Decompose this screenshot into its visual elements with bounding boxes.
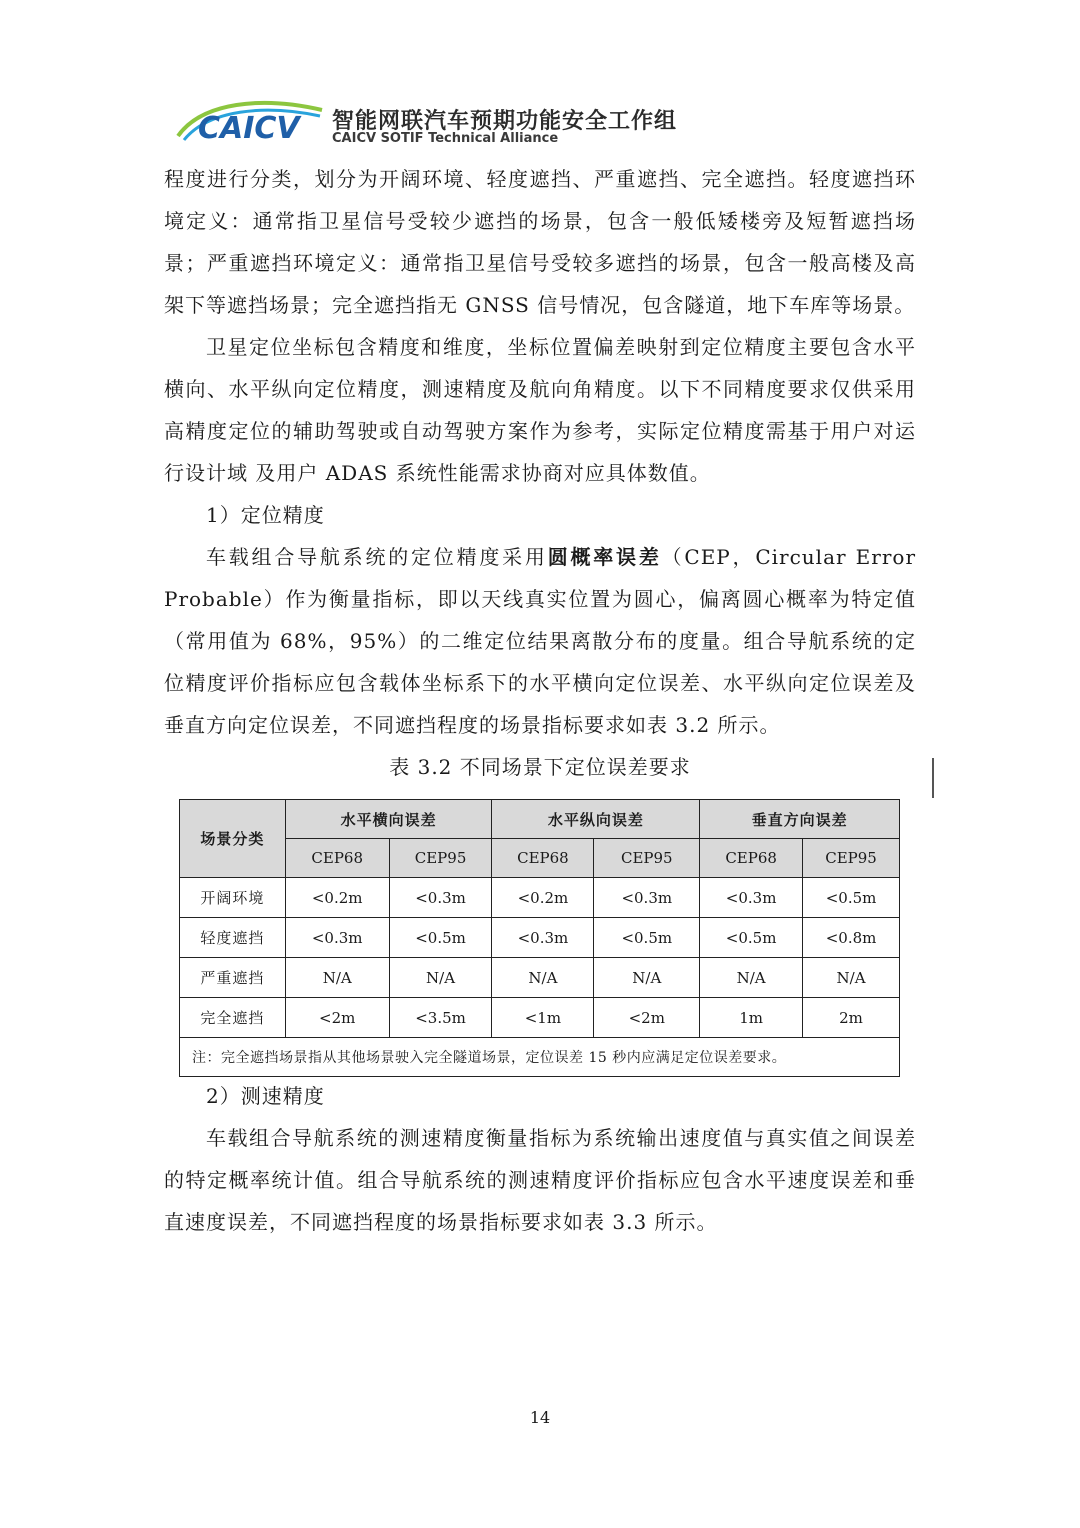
document-body-continued <box>164 1075 916 1243</box>
subheader-cep95: CEP95 <box>389 839 492 878</box>
paragraph-coordinate-accuracy: 卫星定位坐标包含精度和维度，坐标位置偏差映射到定位精度主要包含水平横向、水平纵向定位精度，测速精度及航向角精度。以下不同精度要求仅供采用高精度定位的辅助驾驶或自动驾驶方案作为参考，实际定位精度需基于用户对运行设计域 及用户 ADAS 系统性能需求协商对应具体数值。 <box>164 335 916 485</box>
row-label: 严重遮挡 <box>180 958 286 998</box>
group-header-horizontal-longitudinal: 水平纵向误差 <box>492 800 700 839</box>
table-cell: <0.3m <box>594 878 700 918</box>
table-cell: N/A <box>492 958 594 998</box>
subheader-cep95: CEP95 <box>594 839 700 878</box>
table-cell: <1m <box>492 998 594 1038</box>
group-header-horizontal-lateral: 水平横向误差 <box>285 800 492 839</box>
table-row <box>180 918 900 958</box>
heading-positioning-accuracy: 1）定位精度 <box>206 503 325 527</box>
row-label: 开阔环境 <box>180 878 286 918</box>
scene-header: 场景分类 <box>180 800 286 878</box>
table-cell: 1m <box>700 998 803 1038</box>
subheader-cep95: CEP95 <box>803 839 900 878</box>
cep-term: 圆概率误差 <box>547 545 662 569</box>
table-cell: <0.3m <box>492 918 594 958</box>
table-cell: N/A <box>285 958 389 998</box>
table-caption: 表 3.2 不同场景下定位误差要求 <box>389 755 691 779</box>
heading-velocity-accuracy: 2）测速精度 <box>206 1084 325 1108</box>
table-cell: <0.3m <box>285 918 389 958</box>
table-cell: N/A <box>594 958 700 998</box>
cep-description: （CEP，Circular Error Probable）作为衡量指标，即以天线真实位置为圆心，偏离圆心概率为特定值（常用值为 68%，95%）的二维定位结果离散分布的度量。组合导航系统的定位精度评价指标应包含载体坐标系下的水平横向定位误差、水平纵向定位误差及垂直方向定位误差，不同遮挡程度的场景指标要求如表 3.2 所示。 <box>164 545 917 737</box>
row-label: 轻度遮挡 <box>180 918 286 958</box>
org-name-cn: 智能网联汽车预期功能安全工作组 <box>332 109 678 134</box>
cep-intro: 车载组合导航系统的定位精度采用 <box>206 545 548 569</box>
table-row <box>180 998 900 1038</box>
table-note: 注：完全遮挡场景指从其他场景驶入完全隧道场景，定位误差 15 秒内应满足定位误差要求。 <box>180 1038 900 1077</box>
table-cell: <0.2m <box>492 878 594 918</box>
table-cell: <0.3m <box>389 878 492 918</box>
row-label: 完全遮挡 <box>180 998 286 1038</box>
table-row <box>180 878 900 918</box>
table-cell: <0.5m <box>389 918 492 958</box>
table-row <box>180 958 900 998</box>
logo-text: CAICV <box>198 111 300 144</box>
table-cell: <3.5m <box>389 998 492 1038</box>
page-number: 14 <box>529 1408 551 1427</box>
table-cell: N/A <box>389 958 492 998</box>
text-cursor <box>932 758 934 798</box>
paragraph-cep <box>164 536 916 746</box>
table-cell: <0.5m <box>803 878 900 918</box>
paragraph-occlusion-classes: 程度进行分类，划分为开阔环境、轻度遮挡、严重遮挡、完全遮挡。轻度遮挡环境定义：通常指卫星信号受较少遮挡的场景，包含一般低矮楼旁及短暂遮挡场景；严重遮挡环境定义：通常指卫星信号受较多遮挡的场景，包含一般高楼及高架下等遮挡场景；完全遮挡指无 GNSS 信号情况，包含隧道，地下车库等场景。 <box>164 167 916 317</box>
table-cell: <0.5m <box>700 918 803 958</box>
table-cell: <0.2m <box>285 878 389 918</box>
caicv-logo <box>172 96 324 144</box>
org-name-en: CAICV SOTIF Technical Alliance <box>332 131 559 146</box>
group-header-vertical: 垂直方向误差 <box>700 800 900 839</box>
paragraph-velocity: 车载组合导航系统的测速精度衡量指标为系统输出速度值与真实值之间误差的特定概率统计值。组合导航系统的测速精度评价指标应包含水平速度误差和垂直速度误差，不同遮挡程度的场景指标要求如表 3.3 所示。 <box>164 1126 916 1234</box>
document-body <box>164 158 916 788</box>
table-cell: N/A <box>803 958 900 998</box>
table-cell: <2m <box>594 998 700 1038</box>
subheader-cep68: CEP68 <box>700 839 803 878</box>
positioning-error-table <box>179 799 900 1077</box>
subheader-cep68: CEP68 <box>492 839 594 878</box>
table-cell: <0.8m <box>803 918 900 958</box>
table-cell: <0.3m <box>700 878 803 918</box>
table-cell: N/A <box>700 958 803 998</box>
subheader-cep68: CEP68 <box>285 839 389 878</box>
table-cell: 2m <box>803 998 900 1038</box>
table-cell: <0.5m <box>594 918 700 958</box>
table-cell: <2m <box>285 998 389 1038</box>
